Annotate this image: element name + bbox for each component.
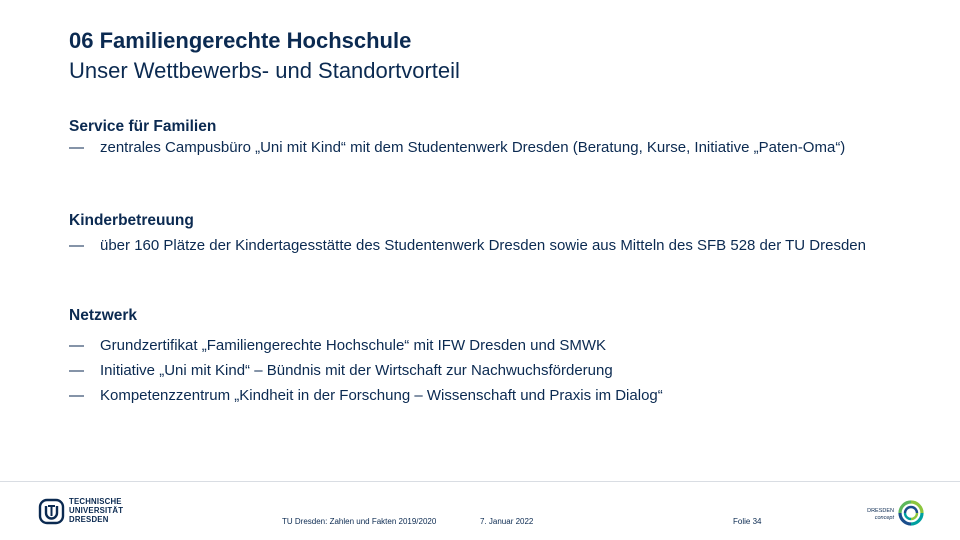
bullet-item [69,138,889,158]
tu-emblem-icon [38,498,65,525]
section-netzwerk [69,306,889,406]
section-service [69,117,889,158]
bullet-text: Kompetenzzentrum „Kindheit in der Forschung – Wissenschaft und Praxis im Dialog“ [100,387,663,404]
dash-marker: — [69,362,84,379]
bullet-item [69,336,889,356]
tu-logo-text: TECHNISCHE UNIVERSITÄT DRESDEN [69,497,124,524]
tu-dresden-logo [38,496,138,526]
bullet-text: über 160 Plätze der Kindertagesstätte des Studentenwerk Dresden sowie aus Mitteln des SFB 528 der TU Dresden [100,237,866,254]
bullet-item [69,236,889,256]
dash-marker: — [69,337,84,354]
bullet-text: zentrales Campusbüro „Uni mit Kind“ mit dem Studentenwerk Dresden (Beratung, Kurse, Initiative „Paten-Oma“) [100,139,846,156]
footer-date: 7. Januar 2022 [480,517,534,526]
section-kinderbetreuung [69,211,889,256]
section-heading: Netzwerk [69,307,138,324]
dash-marker: — [69,139,84,156]
section-heading: Kinderbetreuung [69,212,194,229]
dresden-concept-emblem-icon [897,499,925,527]
dresden-concept-text: DRESDEN concept [867,508,894,521]
bullet-item [69,361,889,381]
bullet-text: Initiative „Uni mit Kind“ – Bündnis mit der Wirtschaft zur Nachwuchsförderung [100,362,613,379]
dash-marker: — [69,387,84,404]
slide-title: 06 Familiengerechte Hochschule [69,28,412,53]
dresden-concept-logo [862,498,928,528]
bullet-text: Grundzertifikat „Familiengerechte Hochschule“ mit IFW Dresden und SMWK [100,337,607,354]
footer-divider [0,481,960,482]
dash-marker: — [69,237,84,254]
footer-source: TU Dresden: Zahlen und Fakten 2019/2020 [282,517,437,526]
slide-subtitle: Unser Wettbewerbs- und Standortvorteil [69,58,460,83]
footer-slide-number: Folie 34 [733,517,762,526]
section-heading: Service für Familien [69,118,217,135]
bullet-item [69,386,889,406]
